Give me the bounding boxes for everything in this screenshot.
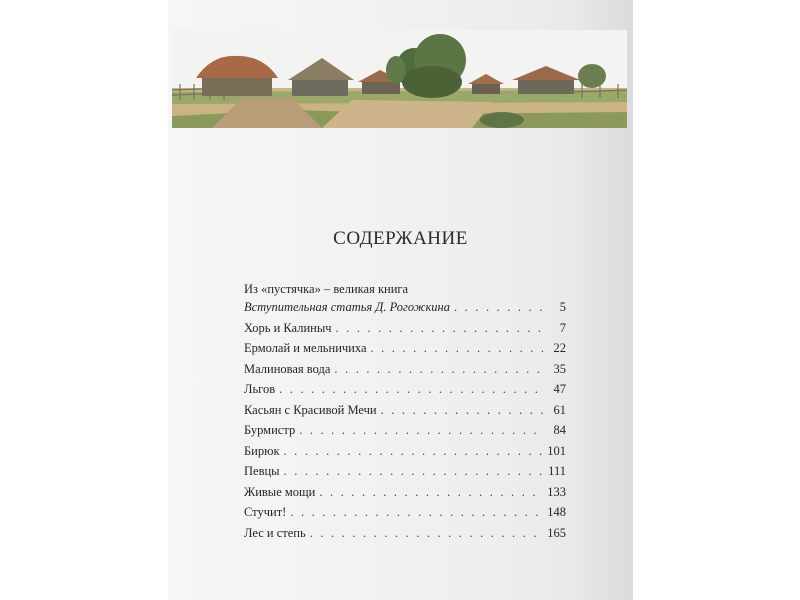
toc-entry-title: Лес и степь xyxy=(244,525,306,540)
toc-entry-title: Льгов xyxy=(244,382,276,396)
toc-entry-title: Малиновая вода xyxy=(244,361,331,376)
toc-dot-leader xyxy=(336,321,544,336)
toc-entry-page-number: 148 xyxy=(547,505,566,519)
toc-entry-page-number: 101 xyxy=(547,443,566,458)
toc-entry-title: Стучит! xyxy=(244,505,287,519)
toc-dot-leader xyxy=(299,423,544,438)
contents-heading: СОДЕРЖАНИЕ xyxy=(333,228,468,249)
toc-entry-title: Ермолай и мельничиха xyxy=(244,341,367,355)
toc-entry xyxy=(244,444,566,465)
toc-intro-title: Из «пустячка» – великая книга xyxy=(244,282,409,296)
toc-entry-page-number: 165 xyxy=(547,525,566,540)
toc-dot-leader xyxy=(284,464,544,479)
toc-entry-title: Бирюк xyxy=(244,443,280,458)
toc-entry xyxy=(244,403,566,424)
toc-entry xyxy=(244,341,566,362)
toc-entry xyxy=(244,526,566,547)
toc-dot-leader xyxy=(310,526,544,541)
book-page xyxy=(168,0,633,600)
toc-dot-leader xyxy=(334,362,544,377)
toc-entry-title: Вступительная статья Д. Рогожкина xyxy=(244,300,450,314)
toc-entry-page-number: 35 xyxy=(553,361,566,376)
toc-entry xyxy=(244,362,566,383)
toc-dot-leader xyxy=(454,300,544,315)
toc-entry xyxy=(244,423,566,444)
toc-entry xyxy=(244,464,566,485)
toc-entry-page-number: 133 xyxy=(547,484,566,499)
toc-entry xyxy=(244,382,566,403)
toc-entry-page-number: 111 xyxy=(548,464,566,478)
toc-entry-page-number: 61 xyxy=(553,402,566,417)
toc-entry xyxy=(244,505,566,526)
toc-entry-title: Хорь и Калиныч xyxy=(244,320,332,335)
toc-entry-title: Певцы xyxy=(244,464,280,478)
toc-entry-title: Бурмистр xyxy=(244,423,296,437)
toc-entry-title: Живые мощи xyxy=(244,484,316,499)
toc-entry-page-number: 22 xyxy=(553,341,566,355)
toc-dot-leader xyxy=(371,341,545,356)
toc-entry-title: Касьян с Красивой Мечи xyxy=(244,402,377,417)
table-of-contents xyxy=(244,282,566,546)
toc-entry-page-number: 47 xyxy=(553,382,566,396)
toc-intro-line xyxy=(244,282,566,300)
toc-dot-leader xyxy=(290,505,543,520)
toc-entry-page-number: 5 xyxy=(559,300,566,314)
toc-entry xyxy=(244,485,566,506)
toc-dot-leader xyxy=(319,485,543,500)
toc-entry xyxy=(244,300,566,321)
toc-entry-page-number: 7 xyxy=(559,320,566,335)
toc-dot-leader xyxy=(284,444,544,459)
toc-entries xyxy=(244,300,566,546)
toc-entry-page-number: 84 xyxy=(553,423,566,437)
toc-dot-leader xyxy=(279,382,544,397)
village-landscape-icon xyxy=(172,30,627,128)
village-illustration xyxy=(172,30,627,128)
toc-entry xyxy=(244,321,566,342)
toc-dot-leader xyxy=(381,403,544,418)
